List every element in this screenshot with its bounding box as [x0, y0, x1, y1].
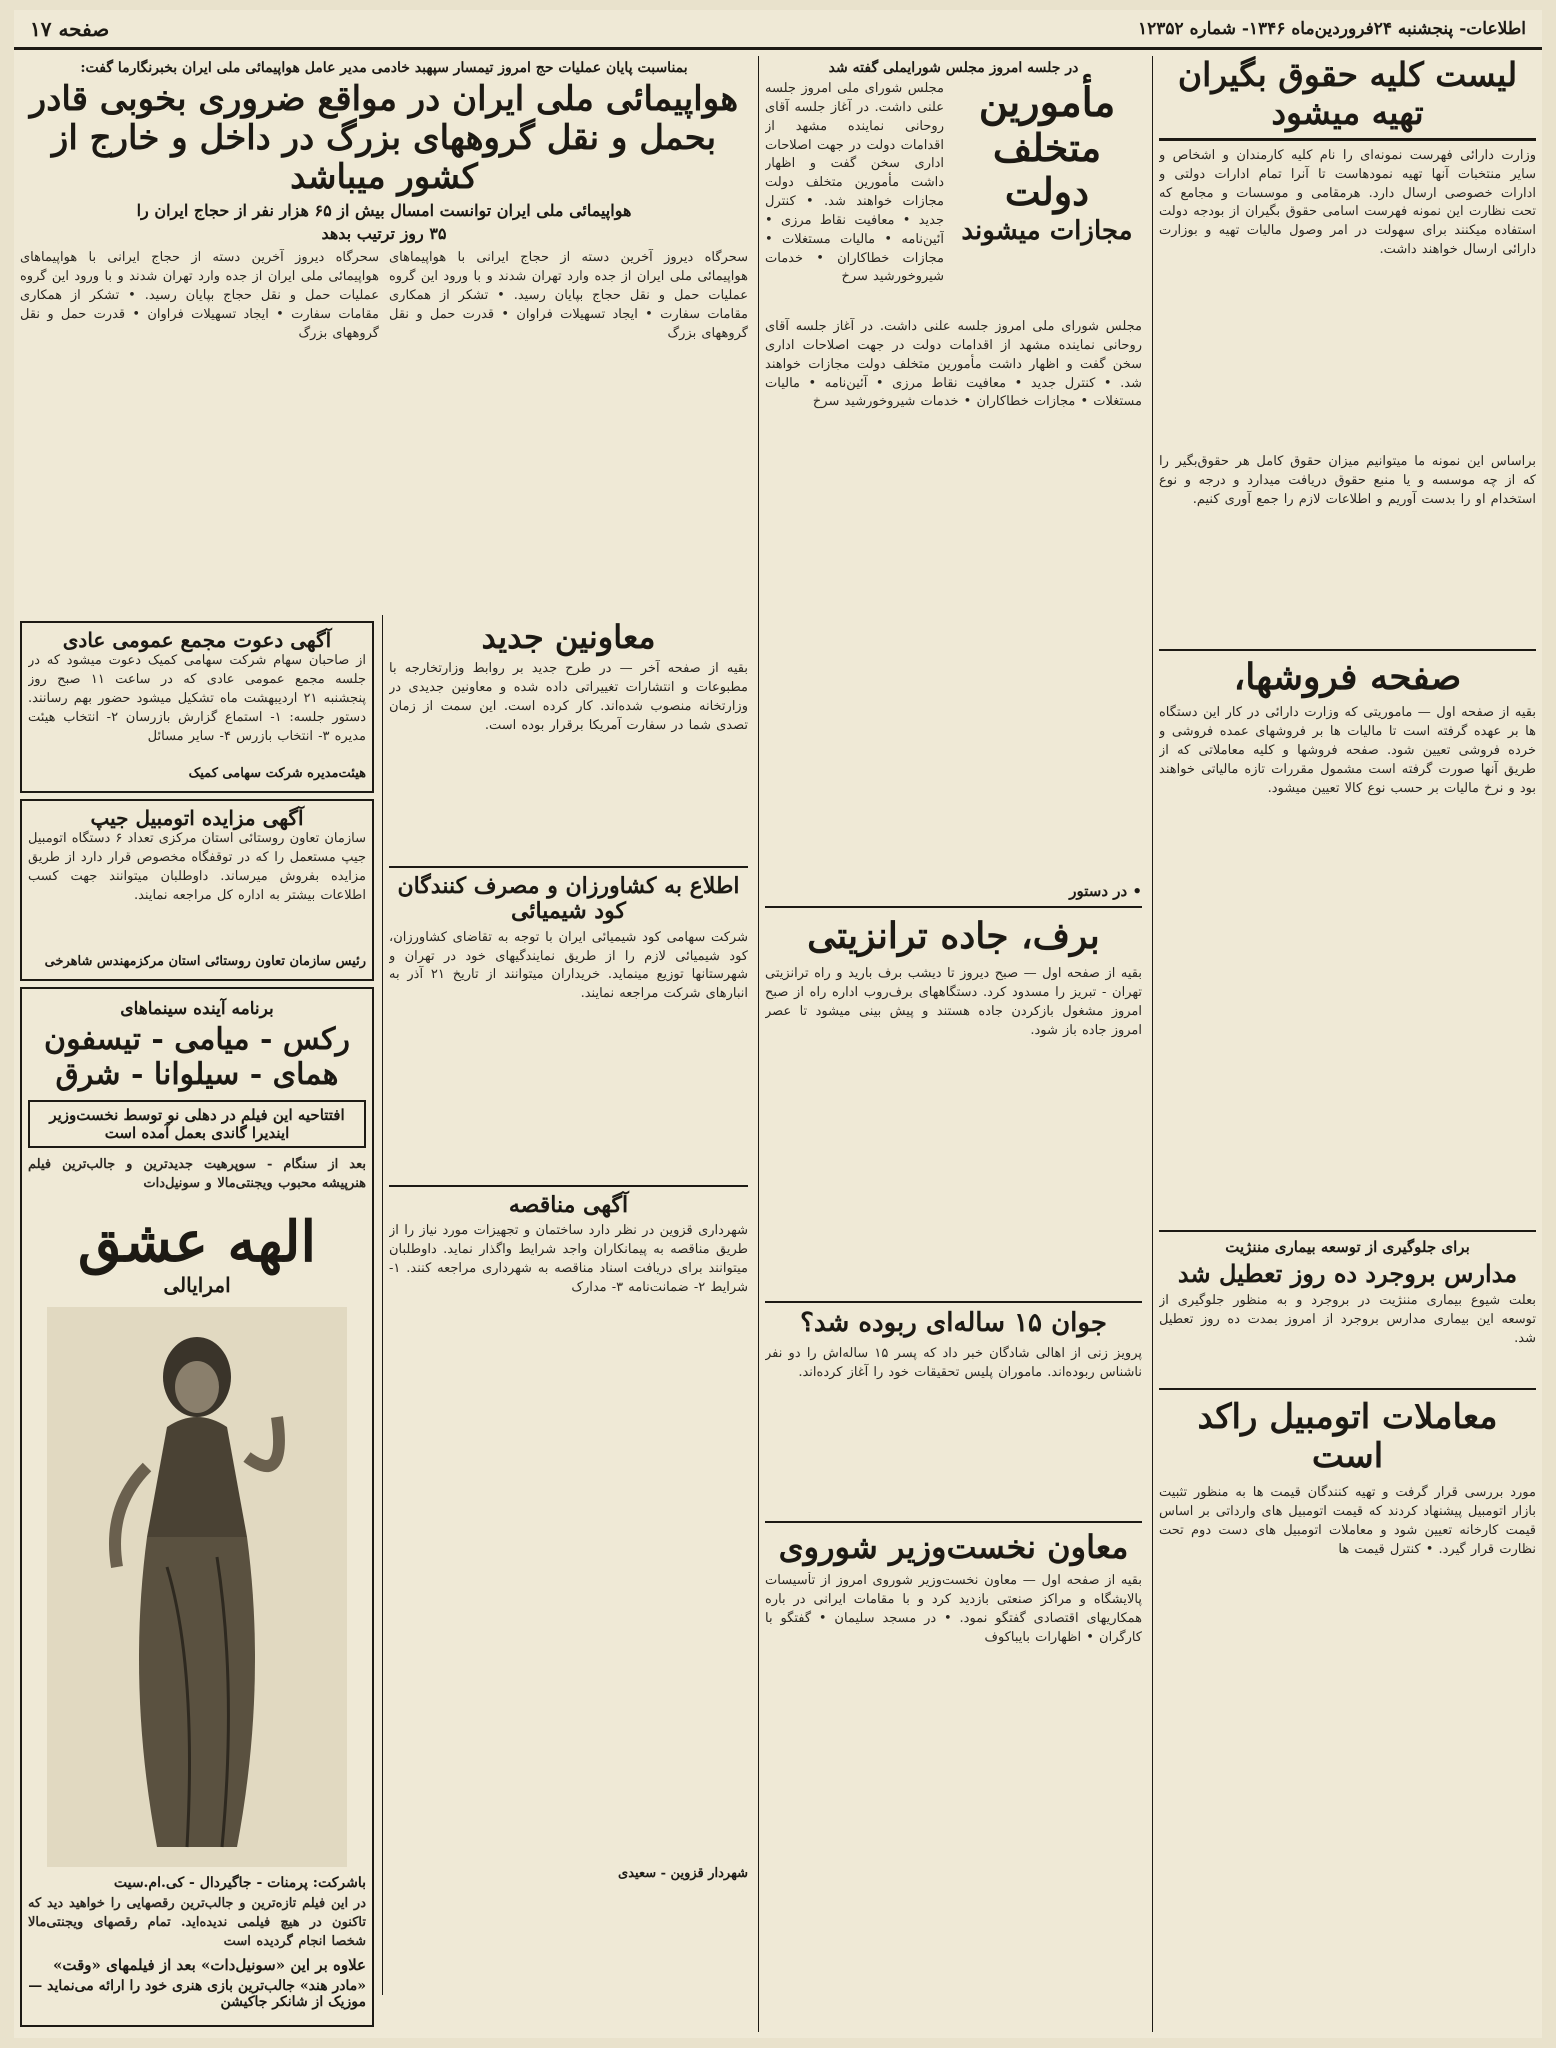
- airline-deck-2: ۳۵ روز ترتیب بدهد: [321, 224, 447, 244]
- cinema-label: برنامه آینده سینماهای: [120, 999, 274, 1020]
- airline-headline-1: هواپیمائی ملی ایران در مواقع ضروری بخوبی قادر: [29, 79, 739, 119]
- page-number: صفحه ۱۷: [30, 16, 110, 41]
- film-title: الهه عشق: [77, 1208, 317, 1275]
- sellers-text: بقیه از صفحه اول — ماموریتی که وزارت دارائی در کار این دستگاه ها بر عهده گرفته است تا مالیات ها بر فروشهای عمده فروشی و خرده فروشی تعیین شود. صفحه فروشها و کلیه معاملاتی که از طریق آنها صورت گرفته است مشمول مقررات تازه مالیاتی خواهند بود و نرخ مالیات بر حسب نوع کالا تعیین میشود.: [1159, 705, 1536, 796]
- cinema-banner-2: ایندیرا گاندی بعمل آمده است: [104, 1124, 290, 1143]
- film-cast: باشرکت: پرمنات - جاگیردال - کی.ام.سیت: [113, 1875, 366, 1892]
- assembly-text: از صاحبان سهام شرکت سهامی کمیک دعوت میشود که در جلسه مجمع عمومی عادی که در ساعت ۱۱ صبح روز پنجشنبه ۲۱ اردیبهشت ماه تشکیل میشود حضور بهم رسانند. دستور جلسه: ۱- استماع گزارش بازرسان ۲- انتخاب هیئت مدیره ۳- انتخاب بازرس ۴- سایر مسائل: [28, 653, 366, 744]
- payroll-headline: لیست کلیه حقوق بگیران تهیه میشود: [1159, 56, 1536, 141]
- deputies-text: بقیه از صفحه آخر — در طرح جدید بر روابط وزارتخارجه با مطبوعات و انتشارات تغییراتی داده شده و معاونین جدیدی در وزارتخانه منصوب شده‌اند. کار کرده است. این سمت از زمان تصدی شما در سفارت آمریکا برقرار بوده است.: [389, 661, 748, 733]
- schools-text: بعلت شیوع بیماری مننژیت در بروجرد و به منظور جلوگیری از توسعه این بیماری مدارس بروجرد از امروز بمدت ده روز تعطیل شد.: [1159, 1292, 1536, 1346]
- assembly-signature: هیئت‌مدیره شرکت سهامی کمیک: [188, 766, 366, 782]
- assembly-title: آگهی دعوت مجمع عمومی عادی: [62, 628, 332, 653]
- tender-signature: شهردار قزوین - سعیدی: [618, 1865, 748, 1881]
- schools-headline: مدارس بروجرد ده روز تعطیل شد: [1177, 1259, 1518, 1289]
- masthead: [14, 10, 1542, 50]
- kidnap-text: پرویز زنی از اهالی شادگان خبر داد که پسر ۱۵ ساله‌اش را دو نفر ناشناس ربوده‌اند. ماموران پلیس تحقیقات خود را آغاز کرده‌اند.: [765, 1346, 1142, 1381]
- parliament-kicker: در جلسه امروز مجلس شورایملی گفته شد: [828, 60, 1079, 76]
- airline-headline-2: بحمل و نقل گروههای بزرگ در داخل و خارج از کشور میباشد: [51, 118, 717, 198]
- farmers-text: شرکت سهامی کود شیمیائی ایران با توجه به تقاضای کشاورزان، کود شیمیائی لازم را از طریق نمایندگیهای خود در تهران و شهرستانها توزیع مینماید. خریداران میتوانند از تاریخ ۲۱ آذر به انبارهای شرکت مراجعه نمایند.: [389, 929, 748, 1002]
- cars-headline: معاملات اتومبیل راکد است: [1197, 1396, 1498, 1476]
- officials-headline-1: مأمورین: [978, 79, 1116, 126]
- officials-subhead: مجازات میشوند: [961, 216, 1133, 247]
- kidnap-headline: جوان ۱۵ ساله‌ای ربوده شد؟: [800, 1308, 1107, 1339]
- snow-text: بقیه از صفحه اول — صبح دیروز تا دیشب برف بارید و راه ترانزیتی تهران - تبریز را مسدود کرد. دستگاههای برف‌روب اداره راه از صبح امروز مشغول بازکردن جاده هستند و پیش بینی میشود تا عصر امروز جاده باز شود.: [765, 966, 1142, 1038]
- film-subtitle: امرایالی: [163, 1273, 231, 1298]
- cinema-ad: [20, 987, 374, 2027]
- newspaper-page: [14, 10, 1542, 2038]
- cinema-line-2: همای - سیلوانا - شرق: [55, 1056, 339, 1092]
- farmers-headline: اطلاع به کشاورزان و مصرف کنندگان کود شیمیائی: [397, 873, 740, 925]
- masthead-issue: اطلاعات- پنجشنبه ۲۴فروردین‌ماه ۱۳۴۶- شماره ۱۲۳۵۲: [1138, 18, 1526, 39]
- officials-headline-2: متخلف دولت: [992, 125, 1102, 214]
- airline-text-b: سحرگاه دیروز آخرین دسته از حجاج ایرانی با هواپیماهای هواپیمائی ملی ایران از جده وارد تهران شدند و با ورود این گروه عملیات حمل و نقل حجاج بپایان رسید. • تشکر از همکاری مقامات سفارت • ایجاد تسهیلات فراوان • قدرت حمل و نقل گروههای بزرگ: [20, 250, 379, 341]
- film-extra: علاوه بر این «سونیل‌دات» بعد از فیلمهای «وقت»: [52, 1955, 366, 1974]
- snow-headline: برف، جاده ترانزیتی: [807, 915, 1100, 957]
- column-1: [1152, 56, 1542, 2032]
- payroll-text-2: براساس این نمونه ما میتوانیم میزان حقوق کامل هر حقوق‌بگیر را که از چه موسسه و یا منبع حقوق دریافت میدارد و درجه و نوع استخدام او را بدست آوریم و اطلاعات لازم را جمع آوری کنیم.: [1159, 453, 1536, 507]
- jeep-text: سازمان تعاون روستائی استان مرکزی تعداد ۶ دستگاه اتومبیل جیپ مستعمل را که در توقفگاه مخصوص قرار دارد از طریق مزایده بفروش میرساند. داوطلبان میتوانند جهت کسب اطلاعات بیشتر به اداره کل مراجعه نمایند.: [28, 831, 366, 903]
- cars-text: مورد بررسی قرار گرفت و تهیه کنندگان قیمت ها به منظور تثبیت بازار اتومبیل پیشنهاد کردند که قیمت اتومبیل های وارداتی بر اساس قیمت کارخانه تعیین شود و معاملات اتومبیل های دست دوم تحت نظارت قرار گیرد. • کنترل قیمت ها: [1159, 1485, 1536, 1557]
- jeep-signature: رئیس سازمان تعاون روستائی استان مرکزمهندس شاهرخی: [44, 954, 366, 970]
- cinema-line-1: رکس - میامی - تیسفون: [44, 1022, 350, 1058]
- cinema-banner-1: افتتاحیه این فیلم در دهلی نو توسط نخست‌وزیر: [49, 1106, 345, 1125]
- film-description: در این فیلم تازه‌ترین و جالب‌ترین رقصهایی را خواهید دید که تاکنون در هیچ فیلمی ندیده‌اید. تمام رقصهای ویجنتی‌مالا شخصا انجام گردیده است: [28, 1896, 366, 1950]
- dancer-face: [175, 1361, 219, 1413]
- dancer-illustration: [47, 1307, 347, 1867]
- film-footer: «مادر هند» جالب‌ترین بازی هنری خود را ارائه می‌نماید — موزیک از شانکر جاکیشن: [28, 1977, 366, 2010]
- soviet-headline: معاون نخست‌وزیر شوروی: [778, 1528, 1129, 1567]
- agenda-subhead: • در دستور: [1069, 882, 1142, 900]
- airline-kicker: بمناسبت پایان عملیات حج امروز تیمسار سپهبد خادمی مدیر عامل هواپیمائی ملی ایران بخبرنگارما گفت:: [80, 60, 688, 76]
- deputies-headline: معاونین جدید: [481, 618, 656, 657]
- soviet-text: بقیه از صفحه اول — معاون نخست‌وزیر شوروی امروز از تأسیسات پالایشگاه و مراکز صنعتی بازدید کرد و با مقامات ایرانی در باره همکاریهای اقتصادی گفتگو نمود. • در مسجد سلیمان • گفتگو با کارگران • اظهارات بایباکوف: [765, 1573, 1142, 1645]
- cinema-blurb: بعد از سنگام - سوپرهیت جدیدترین و جالب‌ترین فیلم هنرپیشه محبوب ویجنتی‌مالا و سونیل‌دات: [28, 1157, 366, 1192]
- column-3: [14, 56, 754, 2032]
- airline-text-a: سحرگاه دیروز آخرین دسته از حجاج ایرانی با هواپیماهای هواپیمائی ملی ایران از جده وارد تهران شدند و با ورود این گروه عملیات حمل و نقل حجاج بپایان رسید. • تشکر از همکاری مقامات سفارت • ایجاد تسهیلات فراوان • قدرت حمل و نقل گروههای بزرگ: [389, 250, 748, 341]
- jeep-auction-notice: [20, 799, 374, 981]
- dancer-sari: [139, 1537, 255, 1847]
- payroll-text: وزارت دارائی فهرست نمونه‌ای را نام کلیه کارمندان و اشخاص و سایر منتخبات آنها تهیه نمودهاست تا آنرا تمام ادارات دولتی و ادارات خصوصی ارسال دارد. هرمقامی و موسسات و مجامع که تحت نظارت این نمونه فهرست اسامی حقوق بگیران از بودجه دولت استفاده میکنند برای سهولت در امر وصول مالیات تهیه و بوزارت دارائی ارسال خواهند داشت.: [1159, 147, 1536, 258]
- jeep-title: آگهی مزایده اتومبیل جیپ: [90, 806, 304, 831]
- officials-text: مجلس شورای ملی امروز جلسه علنی داشت. در آغاز جلسه آقای روحانی نماینده مشهد از اقدامات دولت در جهت اصلاحات اداری سخن گفت و اظهار داشت مأمورین متخلف دولت مجازات خواهند شد. • کنترل جدید • معافیت نقاط مرزی • آئین‌نامه • مالیات مستغلات • مجازات خطاکاران • خدمات شیروخورشید سرخ: [765, 319, 1142, 410]
- sellers-headline: صفحه فروشها،: [1233, 655, 1462, 698]
- tender-text: شهرداری قزوین در نظر دارد ساختمان و تجهیزات مورد نیاز را از طریق مناقصه به پیمانکاران واجد شرایط واگذار نماید. داوطلبان میتوانند برای دریافت اسناد مناقصه به شهرداری مراجعه کنند. ۱- شرایط ۲- ضمانت‌نامه ۳- مدارک: [389, 1222, 748, 1295]
- schools-kicker: برای جلوگیری از توسعه بیماری مننژیت: [1225, 1238, 1470, 1257]
- column-2: [758, 56, 1148, 2032]
- tender-headline: آگهی مناقصه: [508, 1191, 629, 1218]
- officials-intro: مجلس شورای ملی امروز جلسه علنی داشت. در آغاز جلسه آقای روحانی نماینده مشهد از اقدامات دولت در جهت اصلاحات اداری سخن گفت و اظهار داشت مأمورین متخلف دولت مجازات خواهند شد. • کنترل جدید • معافیت نقاط مرزی • آئین‌نامه • مالیات مستغلات • مجازات خطاکاران • خدمات شیروخورشید سرخ: [765, 81, 944, 285]
- airline-deck-1: هواپیمائی ملی ایران توانست امسال بیش از ۶۵ هزار نفر از حجاج ایران را: [136, 201, 632, 221]
- assembly-notice: [20, 621, 374, 793]
